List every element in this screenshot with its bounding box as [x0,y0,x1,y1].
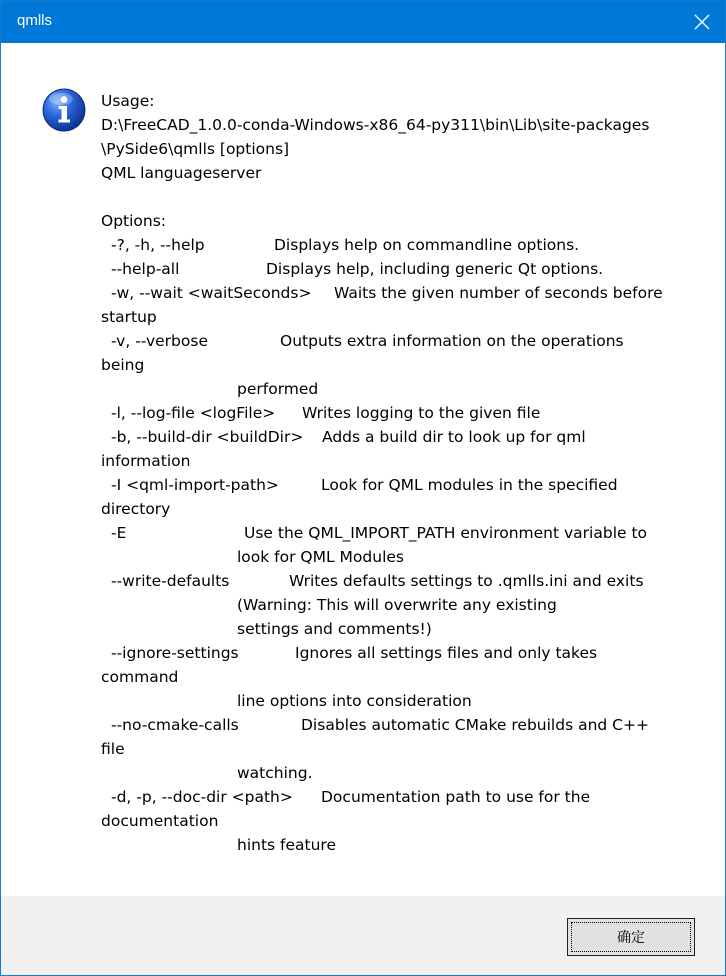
info-icon [41,87,87,133]
option-continuation: line options into consideration [237,692,472,710]
option-continuation: settings and comments!) [237,620,432,638]
close-button[interactable] [679,1,725,43]
option-description: Ignores all settings files and only takes [295,644,598,662]
option-wrap: documentation [101,812,219,830]
option-description: Disables automatic CMake rebuilds and C++ [301,716,649,734]
ok-button[interactable] [567,918,695,956]
message-text [101,89,701,857]
option-wait [101,281,701,305]
option-description: Displays help, including generic Qt options. [266,260,604,278]
options-label: Options: [101,212,167,230]
title-bar[interactable] [1,1,725,43]
option-continuation: (Warning: This will overwrite any existing [237,596,557,614]
usage-path-line2: \PySide6\qmlls [options] [101,140,290,158]
option-continuation: watching. [237,764,313,782]
option-description: Waits the given number of seconds before [334,284,663,302]
option-ignore-settings [101,641,701,665]
option-description: Outputs extra information on the operations [280,332,624,350]
usage-label: Usage: [101,92,155,110]
option-description: Look for QML modules in the specified [321,476,618,494]
close-icon [694,14,710,30]
option-flag: --help-all [111,260,180,278]
option-description: Displays help on commandline options. [274,236,580,254]
option-no-cmake-calls [101,713,701,737]
window-title: qmlls [17,12,53,29]
usage-path-line1: D:\FreeCAD_1.0.0-conda-Windows-x86_64-py311\bin\Lib\site-packages [101,116,650,134]
option-help-all [101,257,701,281]
option-log-file [101,401,701,425]
option-wrap: information [101,452,191,470]
program-description: QML languageserver [101,164,262,182]
option-wrap: being [101,356,145,374]
option-wrap: startup [101,308,157,326]
option-flag: -?, -h, --help [111,236,205,254]
focus-rectangle [571,922,691,952]
option-flag: --no-cmake-calls [111,716,239,734]
option-flag: -I <qml-import-path> [111,476,279,494]
option-flag: -l, --log-file <logFile> [111,404,276,422]
option-flag: -E [111,524,127,542]
blank-line [101,185,701,209]
option-description: Use the QML_IMPORT_PATH environment variable to [244,524,648,542]
option-env [101,521,701,545]
option-help [101,233,701,257]
option-flag: -v, --verbose [111,332,208,350]
option-import-path [101,473,701,497]
option-flag: -d, -p, --doc-dir <path> [111,788,293,806]
option-verbose [101,329,701,353]
option-description: Adds a build dir to look up for qml [322,428,586,446]
option-wrap: directory [101,500,171,518]
option-flag: --write-defaults [111,572,230,590]
option-flag: --ignore-settings [111,644,239,662]
option-description: Documentation path to use for the [321,788,591,806]
option-write-defaults [101,569,701,593]
option-continuation: look for QML Modules [237,548,404,566]
dialog-content [1,43,725,896]
option-build-dir [101,425,701,449]
option-doc-dir [101,785,701,809]
option-description: Writes defaults settings to .qmlls.ini and exits [289,572,644,590]
option-flag: -w, --wait <waitSeconds> [111,284,312,302]
option-continuation: performed [237,380,319,398]
option-wrap: command [101,668,179,686]
option-continuation: hints feature [237,836,336,854]
button-bar [1,896,725,975]
ok-button-label: 确定 [617,930,645,946]
option-flag: -b, --build-dir <buildDir> [111,428,304,446]
option-description: Writes logging to the given file [302,404,541,422]
option-wrap: file [101,740,125,758]
